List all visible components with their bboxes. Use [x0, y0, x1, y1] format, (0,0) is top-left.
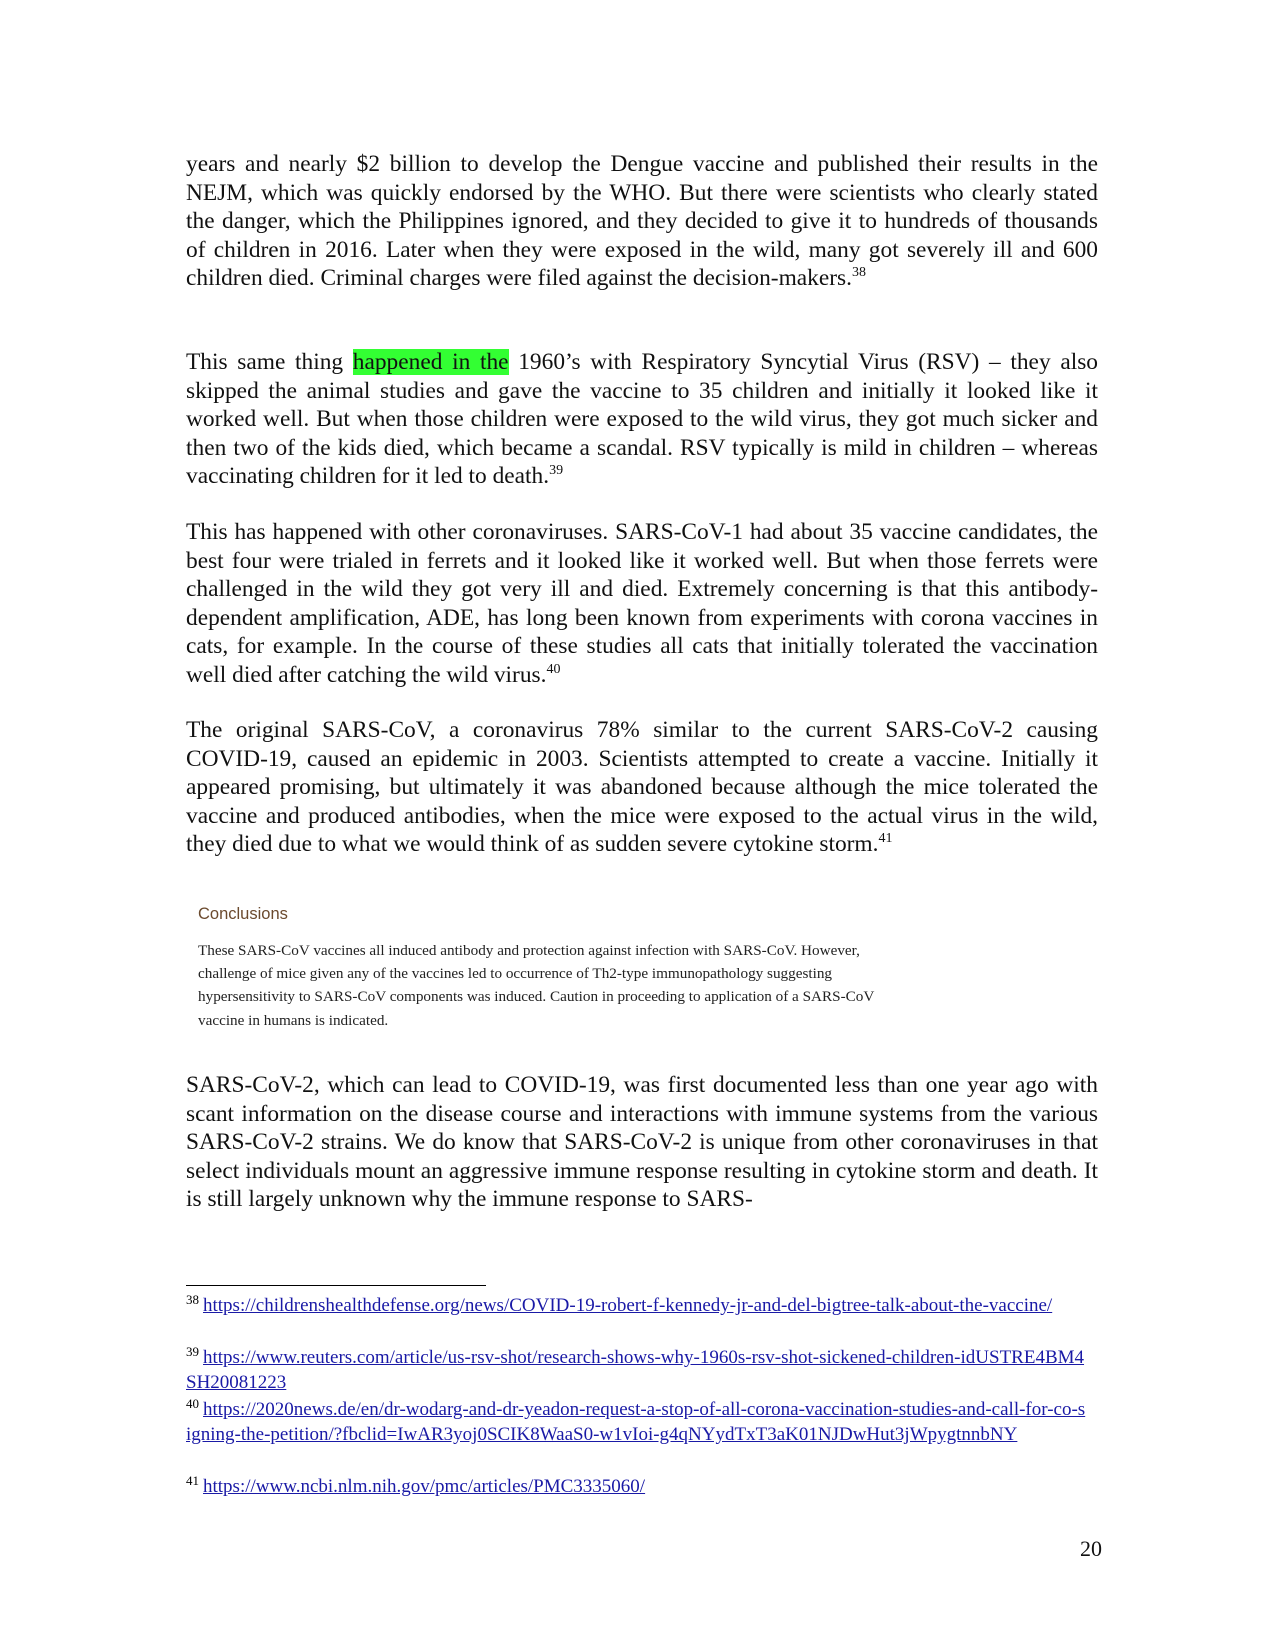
paragraph-text: This has happened with other coronaviruses. SARS-CoV-1 had about 35 vaccine candidates, the best four were trialed in ferrets and it looked like it worked well. But when those ferrets were challenged in the wild they got very ill and died. Extremely concerning is that this antibody-dependent amplification, ADE, has long been known from experiments with corona vaccines in cats, for example. In the course of these studies all cats that initially tolerated the vaccination well died after catching the wild virus.: [186, 519, 1098, 688]
page-number: 20: [1080, 1536, 1102, 1561]
paragraph-text: SARS-CoV-2, which can lead to COVID-19, was first documented less than one year ago with scant information on the disease course and interactions with immune systems from the various SARS-CoV-2 strains. We do know that SARS-CoV-2 is unique from other coronaviruses in that select individuals mount an aggressive immune response resulting in cytokine storm and death. It is still largely unknown why the immune response to SARS-: [186, 1072, 1098, 1213]
footnote-41: [186, 1474, 1086, 1499]
conclusions-excerpt-image: [198, 904, 914, 1032]
footnote-link[interactable]: https://www.reuters.com/article/us-rsv-shot/research-shows-why-1960s-rsv-shot-sickened-children-idUSTRE4BM4SH20081223: [186, 1347, 1085, 1393]
footnote-ref[interactable]: 40: [546, 662, 561, 678]
paragraph-text: The original SARS-CoV, a coronavirus 78% similar to the current SARS-CoV-2 causing COVID-19, caused an epidemic in 2003. Scientists attempted to create a vaccine. Initially it appeared promising, but ultimately it was abandoned because although the mice tolerated the vaccine and produced antibodies, when the mice were exposed to the actual virus in the wild, they died due to what we would think of as sudden severe cytokine storm.: [186, 717, 1098, 858]
footnote-number: 41: [186, 1472, 199, 1488]
paragraph-text-start: This same thing: [186, 349, 353, 375]
footnote-number: 39: [186, 1343, 199, 1359]
paragraph-rsv: [186, 348, 1098, 491]
footnote-number: 40: [186, 1395, 199, 1411]
excerpt-text: These SARS-CoV vaccines all induced antibody and protection against infection with SARS-CoV. However, challenge of mice given any of the vaccines led to occurrence of Th2-type immunopathology suggesting hypersensitivity to SARS-CoV components was induced. Caution in proceeding to application of a SARS-CoV vaccine in humans is indicated.: [198, 942, 875, 1029]
footnote-link[interactable]: https://2020news.de/en/dr-wodarg-and-dr-yeadon-request-a-stop-of-all-corona-vaccination-studies-and-call-for-co-signing-the-petition/?fbclid=IwAR3yoj0SCIK8WaaS0-w1vIoi-g4qNYydTxT3aK01NJDwHut3jWpygtnnbNY: [186, 1399, 1086, 1445]
footnote-separator: [186, 1285, 486, 1286]
footnote-39: [186, 1345, 1086, 1395]
excerpt-heading: Conclusions: [198, 905, 288, 923]
footnote-number: 38: [186, 1291, 199, 1307]
paragraph-sars-cov-2: [186, 1071, 1098, 1214]
paragraph-text: years and nearly $2 billion to develop the Dengue vaccine and published their results in the NEJM, which was quickly endorsed by the WHO. But there were scientists who clearly stated the danger, which the Philippines ignored, and they decided to give it to hundreds of thousands of children in 2016. Later when they were exposed in the wild, many got severely ill and 600 children died. Criminal charges were filed against the decision-makers.: [186, 151, 1098, 292]
footnote-ref[interactable]: 39: [549, 463, 564, 479]
paragraph-text-end: 1960’s with Respiratory Syncytial Virus (RSV) – they also skipped the animal studies and gave the vaccine to 35 children and initially it looked like it worked well. But when those children were exposed to the wild virus, they got much sicker and then two of the kids died, which became a scandal. RSV typically is mild in children – whereas vaccinating children for it led to death.: [186, 349, 1098, 490]
paragraph-coronaviruses: [186, 518, 1098, 690]
footnote-38: [186, 1293, 1086, 1318]
footnote-ref[interactable]: 41: [878, 831, 893, 847]
footnote-link[interactable]: https://www.ncbi.nlm.nih.gov/pmc/articles/PMC3335060/: [203, 1476, 646, 1497]
paragraph-sars-cov: [186, 716, 1098, 859]
footnote-link[interactable]: https://childrenshealthdefense.org/news/COVID-19-robert-f-kennedy-jr-and-del-bigtree-talk-about-the-vaccine/: [203, 1295, 1053, 1316]
footnote-ref[interactable]: 38: [851, 265, 866, 281]
paragraph-dengue: [186, 150, 1098, 293]
highlighted-text: happened in the: [352, 349, 509, 375]
footnote-40: [186, 1397, 1086, 1447]
